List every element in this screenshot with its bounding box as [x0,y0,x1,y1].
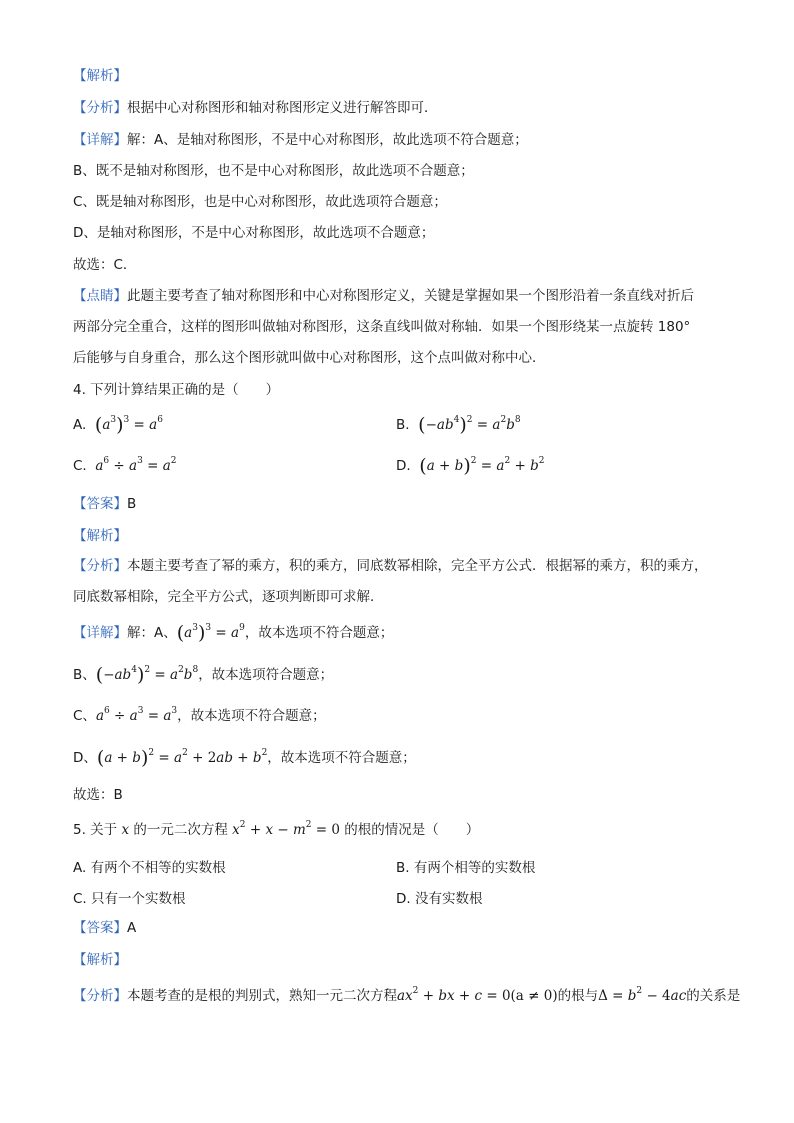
q4-jiexi-heading [73,526,127,546]
q5-general-equation: $ax^2$ + bx + c = 0(a ≠ 0) [397,986,558,1004]
q3-detail-d: D、是轴对称图形，不是中心对称图形，故此选项不合题意； [73,225,435,241]
fenxi-tag: 【分析】 [73,988,127,1004]
q4-option-d-formula: $(a + b)^2 = a^2 + b^2$ [419,455,545,477]
xiangjie-tag: 【详解】 [73,132,127,148]
q4-detail-a-formula: $(a^3)^3 = a^9$ [176,622,245,644]
q3-comment-2: 两部分完全重合，这样的图形叫做轴对称图形，这条直线叫做对称轴．如果一个图形绕某一点旋转 180° [73,319,691,335]
q5-equation: $x^2 + x - m^2 = 0$ [232,820,345,838]
q4-analysis-2: 同底数幂相除，完全平方公式，逐项判断即可求解． [73,589,384,605]
q4-detail-b-formula: $(-ab^4)^2 = a^2b^8$ [95,664,199,686]
q3-detail-c: C、既是轴对称图形，也是中心对称图形，故此选项符合题意； [73,194,447,210]
daan-tag: 【答案】 [73,920,127,936]
q4-detail-d-formula: $(a + b)^2 = a^2 + 2ab + b^2$ [96,747,268,769]
q3-detail-b: B、既不是轴对称图形，也不是中心对称图形，故此选项不合题意； [73,163,474,179]
fenxi-tag: 【分析】 [73,558,127,574]
q3-analysis-text: 根据中心对称图形和轴对称图形定义进行解答即可． [127,100,438,116]
q5-option-d: D. 没有实数根 [396,891,483,907]
jiexi-tag: 【解析】 [73,68,127,84]
dianjing-tag: 【点睛】 [73,288,127,304]
q4-option-c: C. $a^6 \div a^3 = a^2$ [73,456,177,474]
q5-jiexi-heading [73,950,127,970]
q4-detail-b: B、$(-ab^4)^2 = a^2b^8$，故本选项符合题意； [73,664,334,686]
q5-discriminant: $\Delta = b^2 - 4ac$ [598,986,687,1004]
q4-answer-value: B [127,496,137,512]
q3-analysis [73,98,438,118]
q3-comment-1-text: 此题主要考查了轴对称图形和中心对称图形定义，关键是掌握如果一个图形沿着一条直线对折后 [127,288,694,304]
q5-answer-value: A [127,920,137,936]
q5-stem: 5. 关于 x 的一元二次方程 $x^2 + x - m^2 = 0$ 的根的情况是（ ） [73,820,480,838]
q3-comment-1 [73,286,694,306]
q4-option-b: B. $(-ab^4)^2 = a^2b^8$ [396,414,521,436]
q4-answer [73,494,136,514]
q3-jiexi-heading [73,66,127,86]
jiexi-tag: 【解析】 [73,528,127,544]
daan-tag: 【答案】 [73,496,127,512]
q5-answer [73,918,136,938]
q4-detail-d: D、$(a + b)^2 = a^2 + 2ab + b^2$，故本选项不符合题意； [73,747,416,769]
fenxi-tag: 【分析】 [73,100,127,116]
q4-stem: 4. 下列计算结果正确的是（ ） [73,382,280,398]
q5-analysis: 【分析】本题考查的是根的判别式，熟知一元二次方程$ax^2$ + bx + c = 0(a ≠ 0)的根与$\Delta = b^2 - 4ac$的关系是 [73,986,741,1004]
q4-option-d: D. $(a + b)^2 = a^2 + b^2$ [396,455,545,477]
xiangjie-tag: 【详解】 [73,625,127,641]
q4-option-c-formula: $a^6 \div a^3 = a^2$ [95,456,177,474]
q4-detail-c: C、$a^6 \div a^3 = a^3$，故本选项不符合题意； [73,706,326,724]
q5-option-b: B. 有两个相等的实数根 [396,860,536,876]
q5-option-c: C. 只有一个实数根 [73,891,186,907]
q4-option-a: A. $(a^3)^3 = a^6$ [73,414,163,436]
q4-option-b-formula: $(-ab^4)^2 = a^2b^8$ [418,414,521,436]
q3-detail-a [73,130,528,150]
q4-option-a-formula: $(a^3)^3 = a^6$ [94,414,163,436]
q4-detail-a: 【详解】解：A、$(a^3)^3 = a^9$，故本选项不符合题意； [73,622,394,644]
q4-detail-c-formula: $a^6 \div a^3 = a^3$ [95,706,178,724]
q3-choice: 故选：C． [73,257,137,273]
q4-analysis-1-text: 本题主要考查了幂的乘方，积的乘方，同底数幂相除，完全平方公式．根据幂的乘方，积的乘方， [127,558,708,574]
q3-detail-a-text: 解：A、是轴对称图形，不是中心对称图形，故此选项不符合题意； [127,132,528,148]
q5-option-a: A. 有两个不相等的实数根 [73,860,226,876]
q4-choice: 故选：B [73,787,123,803]
q3-comment-3: 后能够与自身重合，那么这个图形就叫做中心对称图形，这个点叫做对称中心． [73,350,546,366]
jiexi-tag: 【解析】 [73,952,127,968]
q4-analysis-1 [73,556,708,576]
